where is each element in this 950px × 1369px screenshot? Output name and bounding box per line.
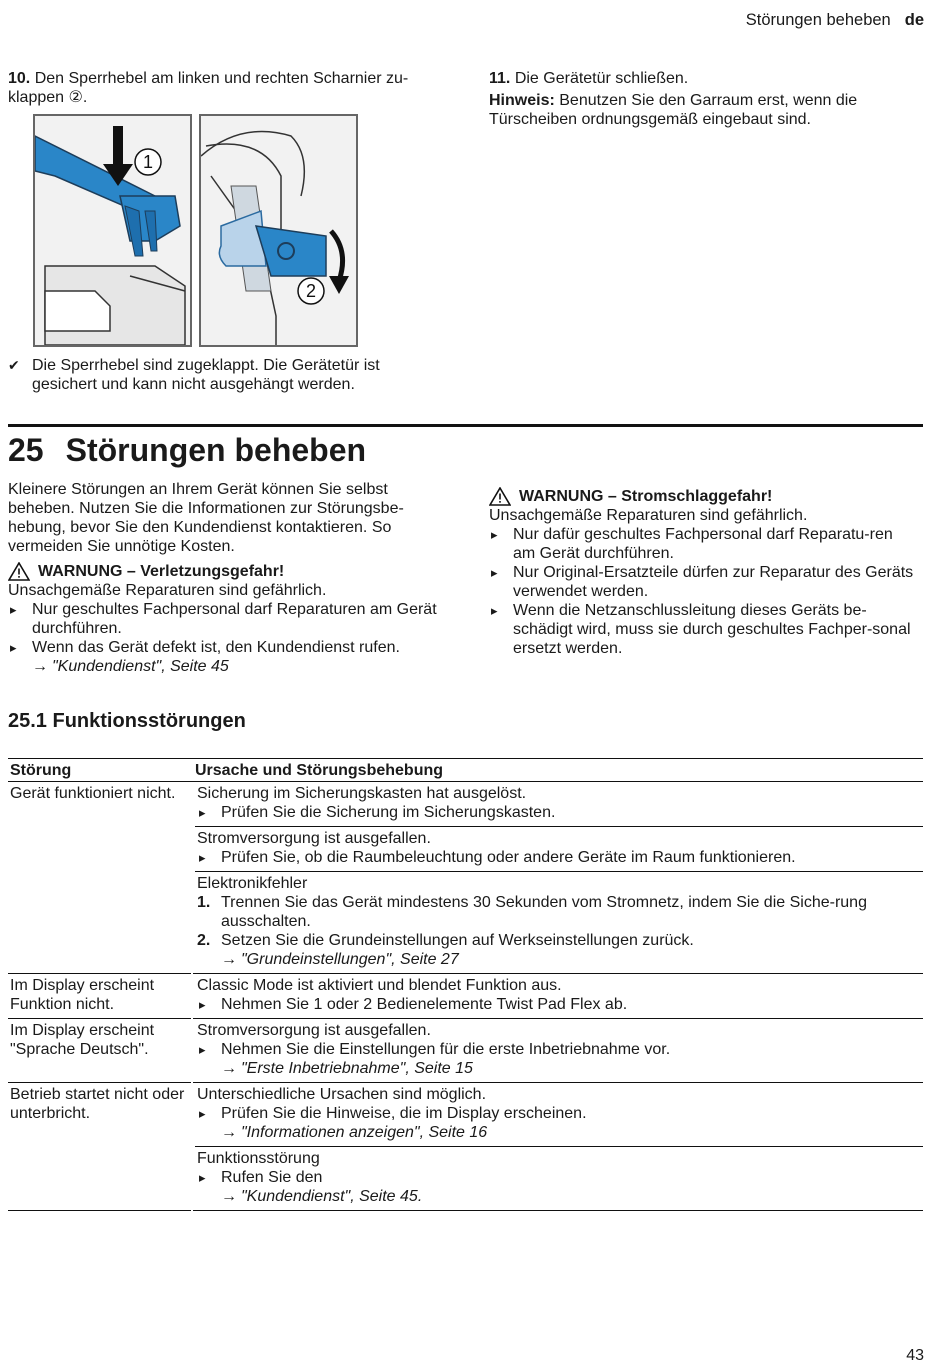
warning-triangle-icon: [8, 562, 30, 581]
list-item: ▸ Prüfen Sie, ob die Raumbeleuchtung oder andere Geräte im Raum funktionieren.: [197, 848, 921, 867]
list-item: [197, 893, 921, 931]
warning-heading: [489, 487, 919, 506]
page-number: 43: [906, 1347, 924, 1364]
arrow-right-icon: →: [221, 951, 237, 968]
list-item: ▸ Rufen Sie den: [197, 1168, 921, 1187]
action-list: [197, 1040, 921, 1059]
cause-block: [195, 974, 923, 1018]
table-row: [8, 1083, 923, 1211]
step-number: 2.: [197, 932, 211, 949]
header-section: Störungen beheben: [745, 11, 891, 29]
action-list: [197, 1104, 921, 1123]
intro-paragraph: Kleinere Störungen an Ihrem Gerät können Sie selbst beheben. Nutzen Sie die Informationen zur Störungsbe-hebung, bevor Sie den Kundendienst kontaktieren. So vermeiden Sie unnötige Kosten.: [8, 481, 404, 555]
warning-list: [489, 525, 919, 658]
list-item: ▸ Wenn die Netzanschlussleitung dieses Geräts be-schädigt wird, muss sie durch geschultes Fachper-sonal ersetzt werden.: [489, 601, 919, 658]
warning-list: [8, 600, 448, 657]
result-text: Die Sperrhebel sind zugeklappt. Die Gerätetür ist gesichert und kann nicht ausgehängt werden.: [32, 357, 380, 393]
step-text: Die Gerätetür schließen.: [514, 70, 689, 87]
warning-triangle-icon: [489, 487, 511, 506]
cause-text: Elektronikfehler: [197, 875, 308, 892]
figure-label-2: 2: [305, 281, 317, 301]
list-item: ▸ Nehmen Sie 1 oder 2 Bedienelemente Twist Pad Flex ab.: [197, 995, 921, 1014]
cause-cell: [193, 1019, 923, 1083]
figure-locking-lever-2: [199, 114, 358, 347]
cause-block: [195, 1083, 923, 1147]
figure-label-1: 1: [142, 152, 154, 172]
column-header-problem: Störung: [8, 759, 191, 782]
cause-text: Classic Mode ist aktiviert und blendet Funktion aus.: [197, 977, 562, 994]
chapter-heading: [8, 432, 366, 468]
list-item: ▸ Prüfen Sie die Sicherung im Sicherungskasten.: [197, 803, 921, 822]
section-heading: [8, 709, 246, 733]
section-number: 25.1: [8, 710, 47, 732]
warning-title: WARNUNG – Stromschlaggefahr!: [519, 488, 773, 505]
problem-cell: Im Display erscheint Funktion nicht.: [8, 974, 191, 1019]
table-row: [8, 974, 923, 1019]
action-list: [197, 848, 921, 867]
arrow-right-icon: →: [221, 1188, 237, 1205]
running-header: [746, 11, 924, 30]
list-item: ▸ Nur dafür geschultes Fachpersonal darf Reparatu-ren am Gerät durchführen.: [489, 525, 919, 563]
action-list: [197, 803, 921, 822]
step-result: [8, 356, 448, 394]
arrow-right-icon: →: [221, 1060, 237, 1077]
hint-label: Hinweis:: [489, 92, 555, 109]
list-item: ▸ Nehmen Sie die Einstellungen für die erste Inbetriebnahme vor.: [197, 1040, 921, 1059]
table-row: [8, 782, 923, 974]
cause-block: [195, 827, 923, 872]
warning-heading: [8, 562, 448, 581]
cause-block: [195, 1147, 923, 1210]
problem-cell: Betrieb startet nicht oder unterbricht.: [8, 1083, 191, 1211]
cross-reference-text[interactable]: "Grundeinstellungen", Seite 27: [241, 951, 459, 968]
cause-block: [195, 872, 923, 973]
chapter-number: 25: [8, 432, 44, 468]
action-list: [197, 995, 921, 1014]
figure-locking-lever-1: [33, 114, 192, 347]
section-title: Funktionsstörungen: [52, 710, 246, 732]
cross-reference-text[interactable]: "Informationen anzeigen", Seite 16: [241, 1124, 488, 1141]
hinge-illustration-icon: [201, 116, 356, 345]
cause-cell: [193, 1083, 923, 1211]
step-text: Setzen Sie die Grundeinstellungen auf Werkseinstellungen zurück.: [221, 932, 694, 949]
step-number: 11.: [489, 70, 511, 87]
cause-block: [195, 1019, 923, 1082]
step-10: [8, 69, 448, 107]
step-text: Trennen Sie das Gerät mindestens 30 Sekunden vom Stromnetz, indem Sie die Siche-rung ausschalten.: [221, 894, 867, 930]
list-item: ▸ Prüfen Sie die Hinweise, die im Display erscheinen.: [197, 1104, 921, 1123]
step-text: Den Sperrhebel am linken und rechten Scharnier zu-klappen ②.: [8, 70, 409, 106]
chapter-rule: [8, 424, 923, 427]
step-11: [489, 69, 919, 88]
cause-cell: [193, 782, 923, 974]
cause-text: Stromversorgung ist ausgefallen.: [197, 1022, 431, 1039]
warning-electric-shock: [489, 487, 919, 658]
cause-text: Unterschiedliche Ursachen sind möglich.: [197, 1086, 487, 1103]
cross-reference[interactable]: [197, 950, 921, 969]
step-number: 1.: [197, 894, 211, 911]
arrow-right-icon: →: [32, 658, 48, 675]
lever-illustration-icon: [35, 116, 190, 345]
table-header-row: [8, 759, 923, 782]
step-number: 10.: [8, 70, 31, 87]
check-icon: ✔: [8, 357, 20, 373]
cause-text: Funktionsstörung: [197, 1150, 320, 1167]
hint-text: Benutzen Sie den Garraum erst, wenn die Türscheiben ordnungsgemäß eingebaut sind.: [489, 92, 858, 128]
warning-text: Unsachgemäße Reparaturen sind gefährlich.: [8, 582, 327, 599]
cross-reference-text[interactable]: "Kundendienst", Seite 45.: [241, 1188, 423, 1205]
warning-injury: [8, 562, 448, 676]
cross-reference-text[interactable]: "Kundendienst", Seite 45: [52, 658, 229, 675]
step-list: [197, 893, 921, 950]
cause-text: Sicherung im Sicherungskasten hat ausgelöst.: [197, 785, 527, 802]
table-row: [8, 1019, 923, 1083]
chapter-title: Störungen beheben: [65, 432, 367, 468]
warning-text: Unsachgemäße Reparaturen sind gefährlich.: [489, 507, 808, 524]
cause-cell: [193, 974, 923, 1019]
hint-note: [489, 91, 909, 129]
warning-title: WARNUNG – Verletzungsgefahr!: [38, 563, 285, 580]
cross-reference[interactable]: [197, 1123, 921, 1142]
cross-reference[interactable]: [197, 1187, 921, 1206]
cross-reference-text[interactable]: "Erste Inbetriebnahme", Seite 15: [241, 1060, 473, 1077]
cause-block: [195, 782, 923, 827]
column-header-cause: Ursache und Störungsbehebung: [193, 759, 923, 782]
list-item: [197, 931, 921, 950]
cross-reference[interactable]: [8, 657, 448, 676]
arrow-right-icon: →: [221, 1124, 237, 1141]
action-list: [197, 1168, 921, 1187]
list-item: ▸ Nur Original-Ersatzteile dürfen zur Reparatur des Geräts verwendet werden.: [489, 563, 919, 601]
troubleshooting-table: [8, 758, 923, 1211]
header-language: de: [904, 11, 924, 29]
cross-reference[interactable]: [197, 1059, 921, 1078]
problem-cell: Gerät funktioniert nicht.: [8, 782, 191, 974]
problem-cell: Im Display erscheint "Sprache Deutsch".: [8, 1019, 191, 1083]
list-item: ▸ Wenn das Gerät defekt ist, den Kundendienst rufen.: [8, 638, 448, 657]
list-item: ▸ Nur geschultes Fachpersonal darf Reparaturen am Gerät durchführen.: [8, 600, 448, 638]
cause-text: Stromversorgung ist ausgefallen.: [197, 830, 431, 847]
